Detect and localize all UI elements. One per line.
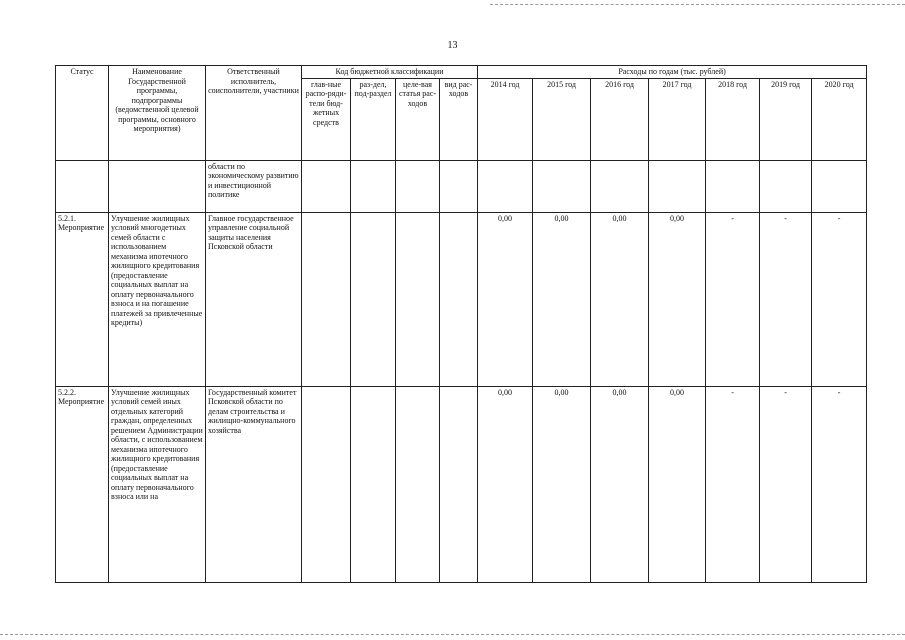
row-value: -: [760, 386, 812, 582]
row-value: 0,00: [478, 212, 533, 386]
row-value: -: [706, 386, 760, 582]
budget-table: [55, 65, 867, 583]
row-status: 5.2.2. Мероприятие: [56, 386, 109, 582]
row-rzpr: [351, 160, 396, 212]
top-scan-line: [490, 4, 905, 5]
table-row: [56, 212, 867, 386]
row-vr: [440, 160, 478, 212]
header-expenses: Расходы по годам (тыс. рублей): [478, 66, 867, 79]
row-csr: [396, 160, 440, 212]
row-executor: Государственный комитет Псковской области по делам строительства и жилищно-коммунального хозяйства: [206, 386, 302, 582]
row-grbs: [302, 212, 351, 386]
row-value: -: [760, 212, 812, 386]
row-value: 0,00: [649, 212, 706, 386]
header-budget-code: Код бюджетной классификации: [302, 66, 478, 79]
row-value: -: [812, 212, 867, 386]
row-value: 0,00: [533, 212, 591, 386]
header-year: 2014 год: [478, 78, 533, 160]
header-year: 2020 год: [812, 78, 867, 160]
table-row: [56, 386, 867, 582]
row-name: Улучшение жилищных условий многодетных семей области с использованием механизма ипотечного жилищного кредитования (предоставление социальных выплат на оплату первоначального взноса и на погашение платежей за привлеченные кредиты): [109, 212, 206, 386]
row-vr: [440, 212, 478, 386]
header-grbs: глав-ные распо-ряди-тели бюд-жетных средств: [302, 78, 351, 160]
row-status: 5.2.1. Мероприятие: [56, 212, 109, 386]
row-value: [533, 160, 591, 212]
row-value: -: [812, 386, 867, 582]
row-csr: [396, 386, 440, 582]
table-row: [56, 160, 867, 212]
row-value: [591, 160, 649, 212]
header-name: Наименование Государственной программы, подпрограммы (ведомственной целевой программы, основного мероприятия): [109, 66, 206, 161]
row-value: [812, 160, 867, 212]
row-csr: [396, 212, 440, 386]
header-status: Статус: [56, 66, 109, 161]
row-grbs: [302, 160, 351, 212]
row-value: 0,00: [478, 386, 533, 582]
row-name: [109, 160, 206, 212]
header-year: 2018 год: [706, 78, 760, 160]
row-value: [649, 160, 706, 212]
header-year: 2017 год: [649, 78, 706, 160]
row-name: Улучшение жилищных условий семей иных отдельных категорий граждан, определенных решением Администрации области, с использованием механизма ипотечного жилищного кредитования (предоставление социальных выплат на оплату первоначального взноса или на: [109, 386, 206, 582]
row-value: 0,00: [649, 386, 706, 582]
header-row-1: [56, 66, 867, 79]
row-value: [706, 160, 760, 212]
row-rzpr: [351, 386, 396, 582]
header-year: 2016 год: [591, 78, 649, 160]
row-value: [478, 160, 533, 212]
row-value: -: [706, 212, 760, 386]
row-value: 0,00: [591, 212, 649, 386]
header-vr: вид рас-ходов: [440, 78, 478, 160]
header-rzpr: раз-дел, под-раздел: [351, 78, 396, 160]
row-value: 0,00: [533, 386, 591, 582]
header-year: 2015 год: [533, 78, 591, 160]
page-number: 13: [447, 40, 458, 51]
row-value: 0,00: [591, 386, 649, 582]
row-executor: области по экономическому развитию и инвестиционной политике: [206, 160, 302, 212]
row-grbs: [302, 386, 351, 582]
row-value: [760, 160, 812, 212]
bottom-scan-line: [0, 634, 905, 635]
row-rzpr: [351, 212, 396, 386]
header-year: 2019 год: [760, 78, 812, 160]
header-executor: Ответственный исполнитель, соисполнители, участники: [206, 66, 302, 161]
row-executor: Главное государственное управление социальной защиты населения Псковской области: [206, 212, 302, 386]
row-vr: [440, 386, 478, 582]
header-csr: целе-вая статья рас-ходов: [396, 78, 440, 160]
row-status: [56, 160, 109, 212]
